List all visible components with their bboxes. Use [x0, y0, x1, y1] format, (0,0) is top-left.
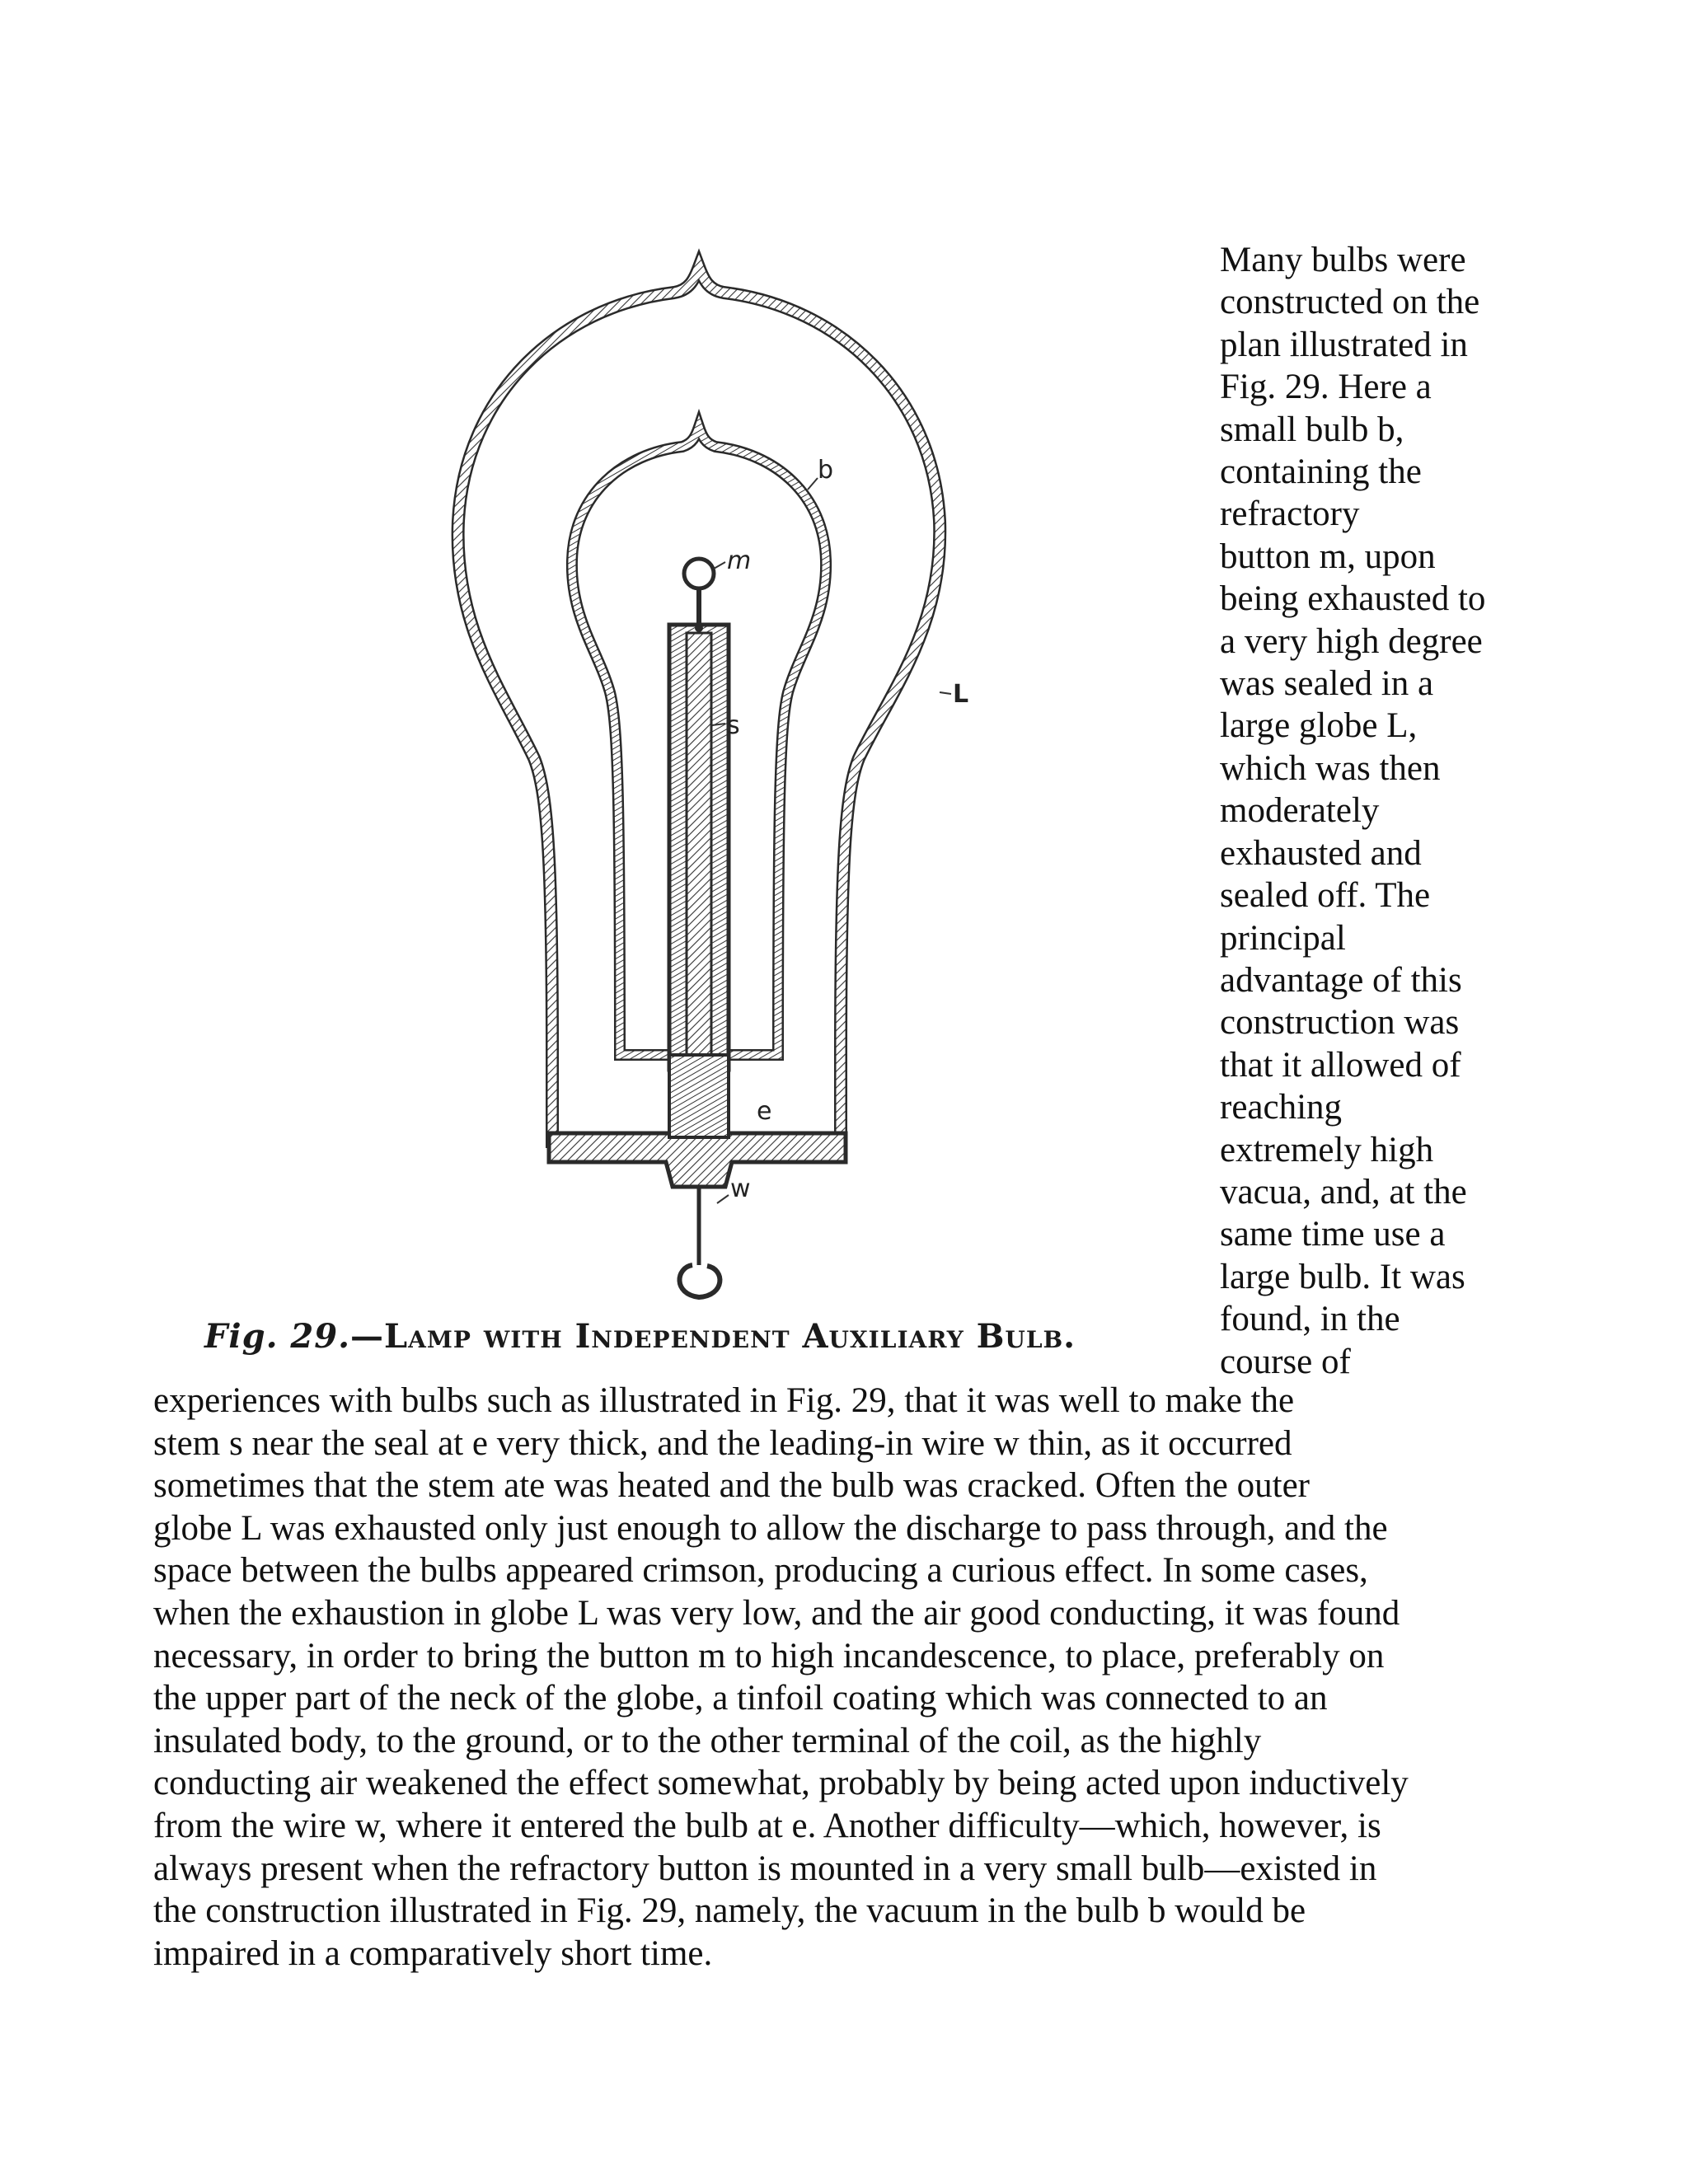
side-column-line: which was then: [1220, 748, 1441, 788]
body-text-line: the construction illustrated in Fig. 29, namely, the vacuum in the bulb b would be: [153, 1891, 1306, 1931]
body-text-line: globe L was exhausted only just enough to allow the discharge to pass through, and the: [153, 1508, 1388, 1548]
side-column-line: refractory: [1220, 494, 1360, 534]
side-column-line: moderately: [1220, 791, 1380, 831]
side-column-line: was sealed in a: [1220, 664, 1434, 704]
side-column-line: found, in the: [1220, 1300, 1400, 1339]
body-text-line: experiences with bulbs such as illustrated in Fig. 29, that it was well to make the: [153, 1381, 1295, 1420]
body-text-line: from the wire w, where it entered the bulb at e. Another difficulty—which, however, is: [153, 1806, 1381, 1845]
side-column-line: containing the: [1220, 452, 1422, 492]
side-column-line: large globe L,: [1220, 706, 1418, 746]
side-column-line: principal: [1220, 918, 1346, 958]
body-text-line: necessary, in order to bring the button m to high incandescence, to place, preferably on: [153, 1636, 1385, 1675]
side-column-line: a very high degree: [1220, 621, 1483, 661]
body-text-line: insulated body, to the ground, or to the other terminal of the coil, as the highly: [153, 1721, 1262, 1760]
body-paragraph: [153, 1380, 1554, 1975]
body-text-line: always present when the refractory button is mounted in a very small bulb—existed in: [153, 1849, 1377, 1888]
side-column-line: exhausted and: [1220, 833, 1422, 873]
body-text-line: space between the bulbs appeared crimson, producing a curious effect. In some cases,: [153, 1551, 1368, 1591]
side-column-line: Fig. 29. Here a: [1220, 368, 1432, 407]
side-column-line: vacua, and, at the: [1220, 1172, 1467, 1212]
side-column-line: same time use a: [1220, 1215, 1446, 1254]
body-text-line: stem s near the seal at e very thick, and the leading-in wire w thin, as it occurred: [153, 1423, 1292, 1463]
side-column-line: being exhausted to: [1220, 579, 1486, 619]
figure-29: [165, 231, 1236, 1356]
body-text-line: impaired in a comparatively short time.: [153, 1933, 713, 1973]
body-text-line: when the exhaustion in globe L was very low, and the air good conducting, it was found: [153, 1593, 1400, 1633]
side-column-line: sealed off. The: [1220, 876, 1431, 916]
side-column-line: extremely high: [1220, 1130, 1434, 1169]
label-L: L: [953, 680, 969, 709]
body-text-line: the upper part of the neck of the globe, a tinfoil coating which was connected to an: [153, 1679, 1328, 1718]
label-e: e: [757, 1097, 772, 1126]
side-column-line: Many bulbs were: [1220, 241, 1466, 279]
caption-fig-number: Fig. 29.: [204, 1317, 351, 1356]
body-text-line: conducting air weakened the effect somewhat, probably by being acted upon inductively: [153, 1764, 1409, 1803]
button-m: [684, 559, 714, 588]
side-column-line: button m, upon: [1220, 537, 1436, 576]
side-column-line: small bulb b,: [1220, 410, 1404, 449]
body-text-line: sometimes that the stem ate was heated and the bulb was cracked. Often the outer: [153, 1466, 1310, 1506]
side-column-line: advantage of this: [1220, 960, 1462, 1000]
side-column-line: that it allowed of: [1220, 1045, 1461, 1085]
lamp-illustration: [363, 231, 1039, 1310]
base-seal: [549, 1133, 846, 1187]
figure-caption: [204, 1317, 1276, 1356]
side-column-line: course of: [1220, 1342, 1351, 1381]
side-column-line: reaching: [1220, 1088, 1343, 1127]
label-s: s: [727, 711, 740, 740]
wire-loop: [679, 1265, 720, 1297]
side-column-line: plan illustrated in: [1220, 325, 1468, 364]
label-w: w: [730, 1174, 751, 1203]
label-m: m: [727, 546, 752, 575]
side-column-line: constructed on the: [1220, 283, 1480, 322]
label-b: b: [818, 456, 834, 485]
caption-dash: —: [350, 1317, 385, 1356]
side-column-line: construction was: [1220, 1003, 1460, 1043]
caption-title: Lamp with Independent Auxiliary Bulb.: [384, 1317, 1076, 1356]
side-column-line: large bulb. It was: [1220, 1257, 1465, 1296]
side-column-text: [1220, 239, 1550, 1383]
